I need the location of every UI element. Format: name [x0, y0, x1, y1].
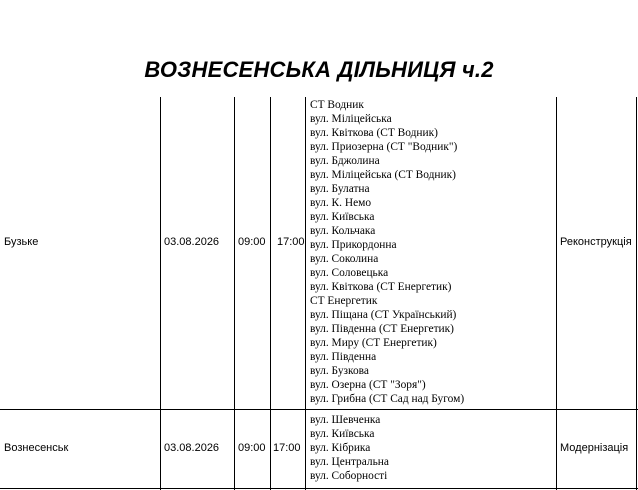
- column-divider: [305, 97, 306, 490]
- street-item: вул. Південна: [310, 351, 377, 363]
- street-item: вул. Бджолина: [310, 155, 380, 167]
- column-divider: [556, 97, 557, 490]
- street-list: [310, 98, 464, 406]
- street-item: вул. Кольчака: [310, 225, 376, 237]
- street-item: вул. Кібрика: [310, 442, 371, 454]
- street-item: вул. К. Немо: [310, 197, 372, 209]
- row-divider: [0, 409, 638, 410]
- street-item: вул. Південна (СТ Енергетик): [310, 323, 454, 335]
- street-item: вул. Соборності: [310, 470, 388, 482]
- column-divider: [270, 97, 271, 490]
- end-time-cell: 17:00: [273, 442, 301, 454]
- street-item: вул. Міліцейська (СТ Водник): [310, 169, 456, 181]
- outage-schedule-table: [0, 97, 638, 490]
- column-divider: [160, 97, 161, 490]
- row-divider: [0, 488, 638, 489]
- start-time-cell: 09:00: [238, 442, 266, 454]
- end-time-cell: 17:00: [277, 236, 305, 248]
- street-item: вул. Булатна: [310, 183, 370, 195]
- work-type-cell: Модернізація: [560, 442, 629, 454]
- street-item: вул. Грибна (СТ Сад над Бугом): [310, 393, 465, 405]
- column-divider: [636, 97, 637, 490]
- street-list: [310, 413, 389, 483]
- street-item: вул. Бузкова: [310, 365, 369, 377]
- street-item: вул. Озерна (СТ "Зоря"): [310, 379, 426, 391]
- date-cell: 03.08.2026: [164, 442, 220, 454]
- street-item: вул. Квіткова (СТ Водник): [310, 127, 438, 139]
- street-item: СТ Енергетик: [310, 295, 378, 307]
- street-item: вул. Київська: [310, 211, 375, 223]
- street-item: вул. Приозерна (СТ "Водник"): [310, 141, 458, 153]
- street-item: вул. Соколина: [310, 253, 379, 265]
- column-divider: [234, 97, 235, 490]
- street-item: вул. Квіткова (СТ Енергетик): [310, 281, 452, 293]
- settlement-cell: Бузьке: [4, 236, 39, 248]
- street-item: вул. Київська: [310, 428, 375, 440]
- street-item: вул. Шевченка: [310, 414, 381, 426]
- date-cell: 03.08.2026: [164, 236, 220, 248]
- street-item: вул. Міліцейська: [310, 113, 392, 125]
- street-item: СТ Водник: [310, 99, 364, 111]
- start-time-cell: 09:00: [238, 236, 266, 248]
- street-item: вул. Центральна: [310, 456, 389, 468]
- settlement-cell: Вознесенськ: [4, 442, 69, 454]
- street-item: вул. Прикордонна: [310, 239, 397, 251]
- street-item: вул. Піщана (СТ Український): [310, 309, 457, 321]
- page-title: ВОЗНЕСЕНСЬКА ДІЛЬНИЦЯ ч.2: [144, 57, 494, 82]
- street-item: вул. Соловецька: [310, 267, 389, 279]
- street-item: вул. Миру (СТ Енергетик): [310, 337, 437, 349]
- work-type-cell: Реконструкція: [560, 236, 632, 248]
